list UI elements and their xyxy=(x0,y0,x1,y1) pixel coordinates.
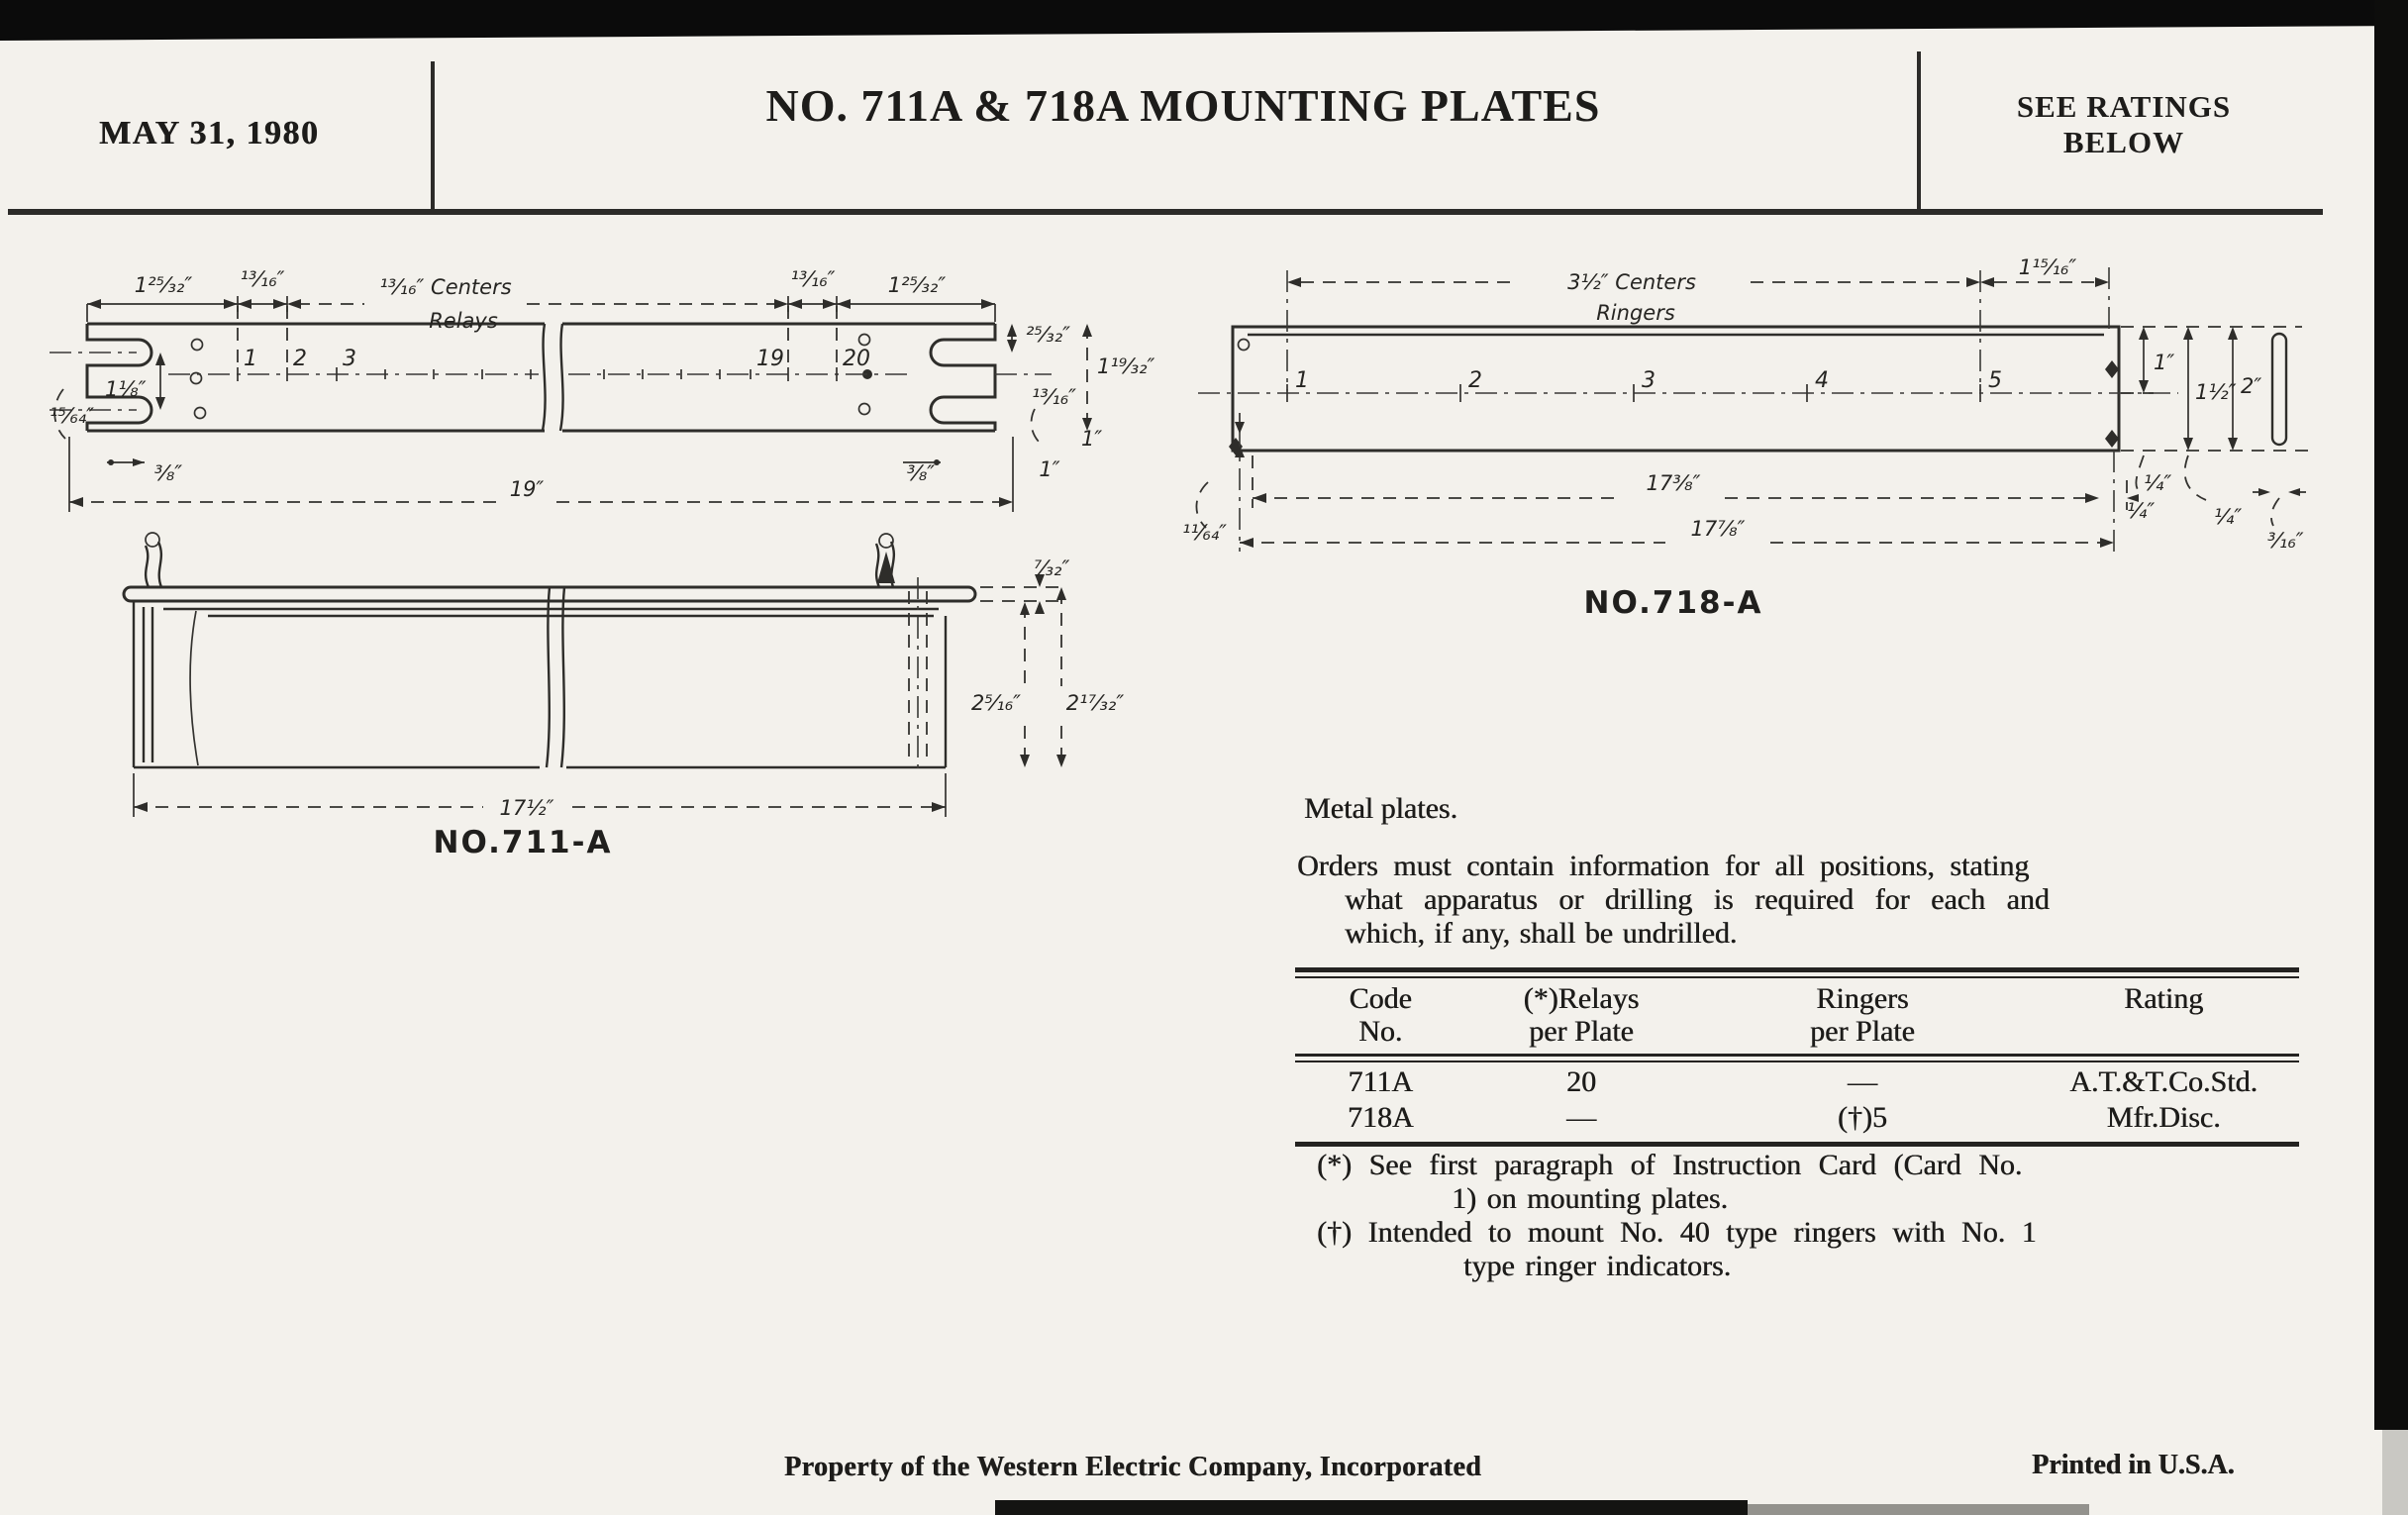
711a-dim-side-overall: 17¹⁄₂″ xyxy=(499,796,554,820)
718a-pos-1: 1 xyxy=(1295,368,1309,393)
page-title: NO. 711A & 718A MOUNTING PLATES xyxy=(765,80,1601,131)
711a-dim-right-top: ²⁵⁄₃₂″ xyxy=(1026,323,1071,347)
711a-pos-3: 3 xyxy=(343,347,356,371)
711a-dim-right-height: 1¹⁹⁄₃₂″ xyxy=(1097,354,1155,378)
table-rule-mid-1 xyxy=(1295,1054,2299,1057)
711a-dim-right-width: 1″ xyxy=(1081,427,1103,451)
718a-bottom-dimensions xyxy=(1182,413,2171,555)
cell-rating: A.T.&T.Co.Std. xyxy=(2069,1065,2258,1098)
711a-centers-note: Relays xyxy=(429,309,498,333)
col-header-relays: (*)Relays per Plate xyxy=(1523,982,1640,1048)
711a-dim-pitch-left: ¹³⁄₁₆″ xyxy=(240,267,285,291)
711a-dim-pitch-right: ¹³⁄₁₆″ xyxy=(790,267,836,291)
718a-pos-3: 3 xyxy=(1642,368,1656,393)
drawing-711a-figure xyxy=(50,243,1168,876)
orders-line3: which, if any, shall be undrilled. xyxy=(1345,917,1738,950)
711a-label: NO.711-A xyxy=(433,825,613,860)
711a-dim-depth-outer: 2¹⁷⁄₃₂″ xyxy=(1065,691,1125,715)
scan-artifact-top-band xyxy=(0,0,2408,42)
718a-dim-right-outer: 2″ xyxy=(2241,374,2262,398)
ratings-note-line2: BELOW xyxy=(2062,125,2185,159)
711a-dim-foot-left: ³⁄₈″ xyxy=(153,461,183,485)
711a-dim-centers: ¹³⁄₁₆″ Centers xyxy=(379,275,512,299)
table-rule-top-heavy xyxy=(1295,967,2299,972)
col-header-code: Code No. xyxy=(1349,982,1412,1048)
718a-top-dimensions xyxy=(1287,255,2109,391)
718a-label: NO.718-A xyxy=(1583,585,1763,621)
document-date: MAY 31, 1980 xyxy=(99,115,320,152)
711a-dim-end-left: 1²⁵⁄₃₂″ xyxy=(134,273,193,297)
711a-side-view xyxy=(124,533,975,773)
col-header-rating: Rating xyxy=(2124,982,2204,1015)
cell-code: 711A xyxy=(1348,1065,1413,1098)
711a-dim-foot-right: ³⁄₈″ xyxy=(906,461,936,485)
718a-plate xyxy=(1229,327,2119,455)
718a-dim-left-offset: ¹¹⁄₆₄″ xyxy=(1182,521,1228,545)
711a-right-dimensions xyxy=(1007,323,1155,451)
711a-centerline-and-ticks xyxy=(50,306,1052,410)
711a-dim-slot-offset: ¹⁵⁄₆₄″ xyxy=(50,404,95,428)
footnote-star-line1: (*) See first paragraph of Instruction Card (Card No. xyxy=(1317,1149,2023,1181)
718a-dim-right-foot-a: ¹⁄₄″ xyxy=(2127,499,2156,523)
711a-dim-right-slot: ¹³⁄₁₆″ xyxy=(1032,385,1077,409)
718a-dim-end-right: 1¹⁵⁄₁₆″ xyxy=(2018,255,2077,279)
metal-plates-note: Metal plates. xyxy=(1304,792,1457,825)
scan-artifact-bottom-fade xyxy=(1748,1504,2089,1515)
cell-code: 718A xyxy=(1347,1101,1414,1134)
table-rule-bottom xyxy=(1295,1142,2299,1147)
header-divider-right xyxy=(1917,51,1921,211)
cell-ringers: — xyxy=(1847,1065,1877,1098)
cell-ringers: (†)5 xyxy=(1837,1101,1887,1134)
718a-dim-end-offset: ¹⁄₄″ xyxy=(2144,471,2172,495)
header-divider-left xyxy=(431,61,435,211)
711a-dim-depth-inner: 2⁵⁄₁₆″ xyxy=(971,691,1021,715)
footnote-star-line2: 1) on mounting plates. xyxy=(1452,1182,1728,1215)
718a-pos-4: 4 xyxy=(1815,368,1829,393)
table-row-718a xyxy=(1295,1100,2299,1136)
footer-printed-in-usa: Printed in U.S.A. xyxy=(2032,1450,2235,1480)
718a-dim-right-foot-b: ¹⁄₄″ xyxy=(2214,505,2243,529)
711a-pos-2: 2 xyxy=(293,347,307,371)
orders-line1: Orders must contain information for all positions, stating xyxy=(1297,850,2030,882)
footer-property-notice: Property of the Western Electric Company, Incorporated xyxy=(784,1452,1482,1482)
711a-dim-thickness: ⁷⁄₃₂″ xyxy=(1033,556,1070,580)
orders-paragraph xyxy=(1297,850,2307,951)
711a-bottom-dimensions xyxy=(69,437,1060,512)
711a-pos-1: 1 xyxy=(244,347,257,371)
footnotes xyxy=(1317,1149,2317,1283)
718a-centerline-and-ticks xyxy=(1198,368,2178,402)
table-body xyxy=(1295,1062,2299,1142)
ratings-table xyxy=(1295,967,2299,1147)
ratings-reference-note xyxy=(1975,89,2272,160)
table-header-row xyxy=(1295,978,2299,1054)
711a-dim-slot-spacing: 1¹⁄₈″ xyxy=(105,377,147,401)
cell-rating: Mfr.Disc. xyxy=(2106,1101,2221,1134)
711a-top-view-plate xyxy=(87,324,995,431)
cell-relays: — xyxy=(1565,1101,1596,1134)
718a-dim-span-inner: 17³⁄₈″ xyxy=(1646,471,1701,495)
orders-line2: what apparatus or drilling is required for each and xyxy=(1345,883,2050,916)
718a-right-dimensions xyxy=(2121,327,2317,553)
711a-position-numbers xyxy=(244,347,870,371)
header-rule xyxy=(8,209,2323,215)
718a-centers-note: Ringers xyxy=(1596,301,1675,325)
drawing-718a-figure xyxy=(1178,243,2408,639)
718a-dim-right-mid: 1¹⁄₂″ xyxy=(2195,380,2237,404)
711a-dim-overall: 19″ xyxy=(509,477,545,501)
718a-dim-right-inner: 1″ xyxy=(2154,351,2175,374)
711a-dim-end-right: 1²⁵⁄₃₂″ xyxy=(887,273,947,297)
711a-pos-19: 19 xyxy=(756,347,784,371)
ratings-note-line1: SEE RATINGS xyxy=(2016,89,2232,124)
cell-relays: 20 xyxy=(1565,1065,1596,1098)
footnote-dagger-line2: type ringer indicators. xyxy=(1463,1250,1732,1282)
col-header-ringers: Ringers per Plate xyxy=(1810,982,1915,1048)
scan-artifact-right-fade xyxy=(2382,1430,2408,1515)
718a-dim-slot-width: ³⁄₁₆″ xyxy=(2267,529,2304,553)
scan-artifact-bottom-band xyxy=(995,1500,1748,1515)
footnote-dagger-line1: (†) Intended to mount No. 40 type ringers with No. 1 xyxy=(1317,1216,2037,1249)
711a-dim-foot-width: 1″ xyxy=(1039,457,1060,481)
table-row-711a xyxy=(1295,1064,2299,1100)
718a-dim-centers: 3¹⁄₂″ Centers xyxy=(1567,270,1696,294)
718a-dim-span-outer: 17⁷⁄₈″ xyxy=(1690,517,1746,541)
718a-pos-2: 2 xyxy=(1468,368,1482,393)
711a-pos-20: 20 xyxy=(843,347,870,371)
718a-pos-5: 5 xyxy=(1988,368,2002,393)
scan-artifact-right-band xyxy=(2374,0,2408,1430)
